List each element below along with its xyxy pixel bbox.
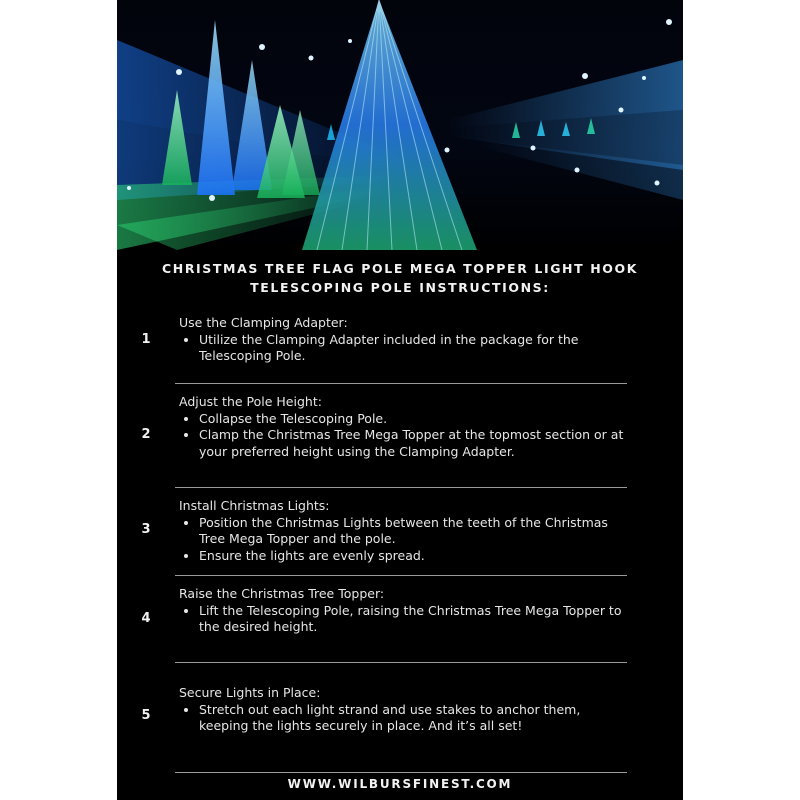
- instructions-title: [117, 259, 683, 297]
- step-bullets: [179, 411, 627, 461]
- step-content: [179, 394, 627, 460]
- list-item: • Ensure the lights are evenly spread.: [199, 548, 627, 565]
- list-item: • Lift the Telescoping Pole, raising the Christmas Tree Mega Topper to the desired height.: [199, 603, 627, 636]
- step-heading: Install Christmas Lights:: [179, 498, 330, 513]
- instruction-sheet: [117, 0, 683, 800]
- step-content: [179, 498, 627, 564]
- list-item: • Collapse the Telescoping Pole.: [199, 411, 627, 428]
- list-item: • Stretch out each light strand and use stakes to anchor them, keeping the lights securely in place. And it’s all set!: [199, 702, 627, 735]
- step-3: [141, 488, 627, 576]
- website-footer: WWW.WILBURSFINEST.COM: [287, 777, 513, 791]
- step-heading: Adjust the Pole Height:: [179, 394, 322, 409]
- title-line-1: CHRISTMAS TREE FLAG POLE MEGA TOPPER LIGHT HOOK: [162, 261, 638, 276]
- step-bullets: [179, 515, 627, 565]
- step-number: 5: [141, 708, 151, 723]
- step-number: 4: [141, 611, 151, 626]
- step-heading: Raise the Christmas Tree Topper:: [179, 586, 385, 601]
- step-heading: Secure Lights in Place:: [179, 685, 321, 700]
- step-bullets: [179, 603, 627, 636]
- list-item: • Clamp the Christmas Tree Mega Topper at the topmost section or at your preferred height using the Clamping Adapter.: [199, 427, 627, 460]
- christmas-lights-photo: [117, 0, 683, 250]
- step-5: [141, 663, 627, 773]
- step-bullets: [179, 702, 627, 735]
- step-content: [179, 315, 627, 365]
- step-1: [141, 311, 627, 384]
- step-content: [179, 586, 627, 636]
- list-item: • Utilize the Clamping Adapter included in the package for the Telescoping Pole.: [199, 332, 627, 365]
- step-heading: Use the Clamping Adapter:: [179, 315, 348, 330]
- step-bullets: [179, 332, 627, 365]
- list-item: • Position the Christmas Lights between the teeth of the Christmas Tree Mega Topper and the pole.: [199, 515, 627, 548]
- step-4: [141, 576, 627, 663]
- title-line-2: TELESCOPING POLE INSTRUCTIONS:: [250, 280, 550, 295]
- step-number: 3: [141, 522, 151, 537]
- step-number: 1: [141, 332, 151, 347]
- step-content: [179, 685, 627, 735]
- step-number: 2: [141, 427, 151, 442]
- step-2: [141, 384, 627, 488]
